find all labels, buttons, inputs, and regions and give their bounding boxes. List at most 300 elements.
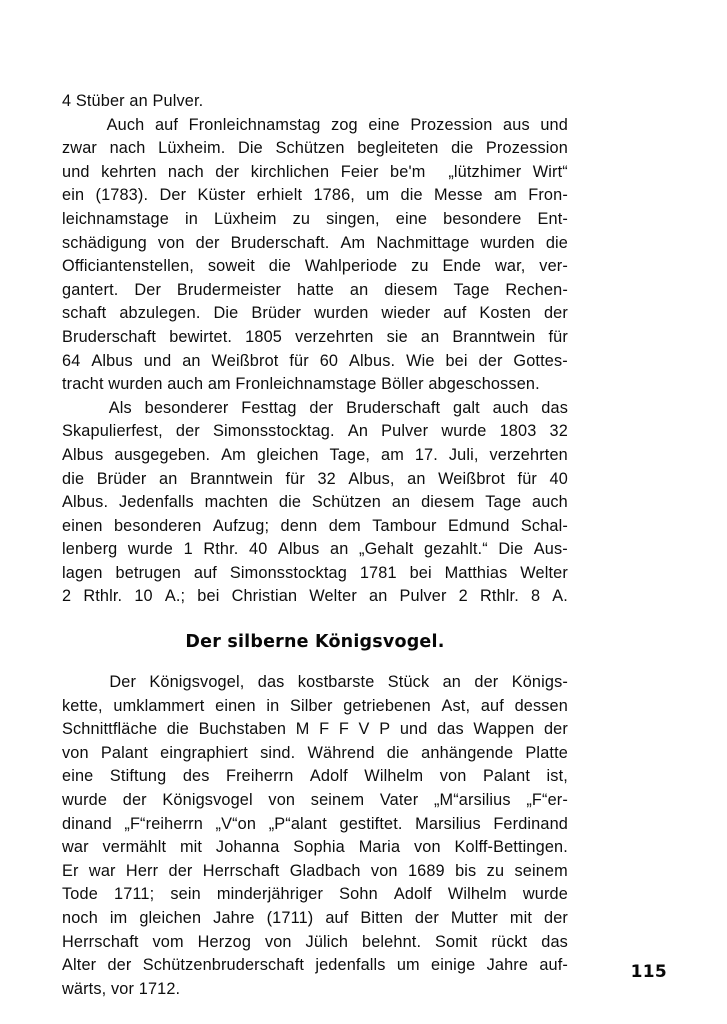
word: Albus. (349, 351, 396, 370)
text-line (62, 585, 568, 609)
text-column (62, 90, 568, 1001)
word: an (349, 280, 369, 299)
word: für (289, 351, 309, 370)
word: Festtag (241, 398, 297, 417)
word: dessen (514, 696, 568, 715)
word: gleichen (256, 445, 319, 464)
text-line (62, 232, 568, 256)
word: auf (193, 563, 217, 582)
word: soweit (207, 257, 255, 276)
word: gleichen (139, 909, 202, 927)
word: in (266, 696, 280, 715)
word: eine (62, 767, 94, 786)
word: 1803 (499, 422, 537, 441)
word: Der (159, 186, 187, 205)
word: hatte (297, 280, 334, 299)
text-line (62, 184, 568, 208)
text-line (62, 671, 568, 695)
word: bei (197, 587, 220, 606)
word: Aufzug; (212, 516, 270, 535)
word: für (517, 469, 537, 488)
word: Jedenfalls (118, 493, 194, 512)
heading-der-silberne-koenigsvogel: Der silberne Königsvogel. (185, 632, 445, 653)
text-line (62, 90, 568, 114)
word: Palant (100, 743, 148, 762)
text-line (62, 255, 568, 279)
line-text: wärts, vor 1712. (62, 979, 181, 998)
word: mit (179, 838, 203, 857)
word: Königsvogel, (149, 673, 245, 692)
word: der (107, 956, 132, 975)
text-line (62, 373, 568, 397)
word: seinem (514, 861, 568, 880)
word: Am (221, 445, 246, 464)
word: Auch (106, 115, 145, 134)
word: Wilhelm (447, 885, 507, 904)
text-line (62, 765, 568, 789)
word: von (62, 743, 89, 762)
word: von (413, 838, 441, 857)
text-line (62, 907, 568, 931)
word: eine (395, 209, 428, 228)
word: getriebenen (343, 696, 431, 715)
text-line (62, 279, 568, 303)
word: und (143, 351, 172, 370)
word: Aus- (533, 540, 568, 559)
word: besondere (443, 209, 522, 228)
word: Fron- (528, 186, 568, 205)
word: Bruderschaft (62, 327, 157, 346)
word: Wirt“ (532, 162, 568, 181)
word: Jahre (486, 956, 529, 975)
word: wurde (127, 540, 174, 559)
word: Wilhelm (364, 767, 424, 786)
word: eingraphiert (160, 743, 248, 762)
word: der (543, 304, 568, 323)
word: anhängende (421, 743, 514, 762)
word: 40 (549, 469, 568, 488)
text-line (62, 444, 568, 468)
word: Prozession (485, 139, 568, 158)
word: Silber (290, 696, 333, 715)
word: Schnittfläche (62, 720, 158, 739)
word: Albus, (348, 469, 395, 488)
word: „F“er- (526, 791, 568, 810)
word: umklammert (113, 696, 205, 715)
word: an (330, 540, 349, 559)
word: Der (134, 280, 162, 299)
word: ver- (539, 257, 568, 276)
word: das (437, 720, 464, 739)
word: Ent- (537, 209, 568, 228)
word: diesem (421, 493, 475, 512)
text-line (62, 420, 568, 444)
word: Welter (309, 587, 357, 606)
word: rückt (491, 932, 528, 951)
page-number: 115 (630, 962, 667, 982)
text-line (62, 931, 568, 955)
word: schaft (62, 304, 107, 323)
word: Herrschaft (202, 861, 280, 880)
word: 32 (317, 469, 336, 488)
word: zu (486, 861, 505, 880)
word: am (381, 445, 404, 464)
word: einen (62, 516, 103, 535)
word: denn (280, 516, 318, 535)
word: in (184, 209, 198, 228)
word: die (545, 233, 568, 252)
word: im (109, 909, 128, 927)
word: wurde (441, 422, 487, 441)
word: lenberg (62, 540, 118, 559)
word: von (264, 932, 292, 951)
line-text: 4 Stüber an Pulver. (62, 92, 204, 110)
word: Königs- (511, 673, 568, 692)
text-line (62, 302, 568, 326)
word: Adolf (309, 767, 348, 786)
word: be'm (390, 162, 426, 181)
word: verzehrten (489, 445, 568, 464)
text-line (62, 742, 568, 766)
word: Schützen (275, 139, 345, 158)
word: an (159, 469, 178, 488)
word: Gladbach (289, 861, 361, 880)
word: die (268, 257, 291, 276)
word: Schützenbruderschaft (142, 956, 305, 975)
text-line (62, 114, 568, 138)
word: Johanna (215, 838, 280, 857)
text-line (62, 562, 568, 586)
word: Jahre (213, 909, 255, 927)
text-line (62, 326, 568, 350)
word: Maria (358, 838, 401, 857)
word: der (309, 398, 334, 417)
word: Adolf (393, 885, 432, 904)
word: an (369, 587, 388, 606)
word: 1805 (245, 327, 282, 346)
word: der (544, 909, 568, 927)
word: Fronleichnamstag (188, 115, 321, 134)
text-line (62, 836, 568, 860)
word: Brüder (251, 304, 302, 323)
word: wurde (62, 791, 108, 810)
word: die (451, 139, 474, 158)
word: nach (167, 162, 204, 181)
word: 1711; (113, 885, 155, 904)
word: einige (431, 956, 476, 975)
text-line (62, 813, 568, 837)
word: Albus (62, 445, 104, 464)
paragraph-skapulierfest (62, 397, 568, 609)
word: F (338, 720, 349, 739)
paragraph-fronleichnamstag (62, 114, 568, 397)
word: 8 (530, 587, 541, 606)
word: 1781 (359, 563, 397, 582)
word: und (540, 115, 568, 134)
word: Mutter (450, 909, 498, 927)
word: ausgegeben. (114, 445, 211, 464)
word: bis (455, 861, 477, 880)
word: Ferdinand (493, 814, 568, 833)
word: Simonsstocktag. (212, 422, 335, 441)
word: wurde (522, 885, 568, 904)
word: Die (237, 139, 263, 158)
word: Brüder (96, 469, 147, 488)
text-line (62, 350, 568, 374)
word: kirchlichen (250, 162, 330, 181)
word: für (548, 327, 568, 346)
word: Branntwein (189, 469, 273, 488)
word: Marsilius (415, 814, 481, 833)
word: Die (498, 540, 524, 559)
word: lagen (62, 563, 103, 582)
word: Simonsstocktag (229, 563, 347, 582)
text-line (62, 491, 568, 515)
text-line (62, 789, 568, 813)
word: kehrten (101, 162, 157, 181)
word: auf (443, 304, 467, 323)
word: gezahlt.“ (424, 540, 488, 559)
word: sein (170, 885, 201, 904)
text-line (62, 860, 568, 884)
word: bei (445, 351, 468, 370)
text-line (62, 397, 568, 421)
word: an (442, 673, 462, 692)
word: V (358, 720, 370, 739)
word: abzulegen. (119, 304, 201, 323)
word: von (370, 861, 398, 880)
word: Brudermeister (176, 280, 282, 299)
word: erhielt (256, 186, 303, 205)
word: 60 (319, 351, 339, 370)
word: von (157, 233, 185, 252)
word: Wahlperiode (304, 257, 398, 276)
word: der (122, 791, 147, 810)
word: Sophia (293, 838, 345, 857)
word: bei (409, 563, 432, 582)
word: Tage, (329, 445, 371, 464)
word: wieder (381, 304, 431, 323)
word: Pulver (399, 587, 447, 606)
word: zog (331, 115, 358, 134)
word: mit (509, 909, 533, 927)
word: 17. (414, 445, 438, 464)
word: Als (108, 398, 132, 417)
word: auch (492, 398, 529, 417)
word: M (295, 720, 310, 739)
word: Rechen- (505, 280, 568, 299)
paragraph-pulver-continuation (62, 90, 568, 114)
word: Buchstaben (198, 720, 287, 739)
word: Sohn (339, 885, 378, 904)
word: die (62, 469, 85, 488)
word: Prozession (410, 115, 493, 134)
line-text: tracht wurden auch am Fronleichnamstage Böller abgeschossen. (62, 375, 540, 394)
word: Lüxheim. (158, 139, 226, 158)
word: besonderen (113, 516, 202, 535)
word: der (215, 162, 240, 181)
word: Herzog (197, 932, 252, 951)
word: P (379, 720, 391, 739)
word: Schal- (520, 516, 568, 535)
word: Matthias (444, 563, 508, 582)
word: „lützhimer (448, 162, 522, 181)
text-line (62, 978, 568, 1002)
word: 2 (62, 587, 72, 606)
word: der (175, 422, 200, 441)
word: auf (325, 909, 349, 927)
word: dem (328, 516, 361, 535)
word: „F“reiherrn (124, 814, 203, 833)
word: die (386, 743, 409, 762)
word: (1783). (95, 186, 149, 205)
word: A. (552, 587, 568, 606)
word: ein (62, 186, 85, 205)
word: Stück (387, 673, 430, 692)
word: Albus. (62, 493, 109, 512)
word: singen, (326, 209, 380, 228)
word: Kosten (479, 304, 531, 323)
word: machten (204, 493, 269, 512)
word: Wie (406, 351, 435, 370)
word: Ende (442, 257, 482, 276)
word: Königsvogel (162, 791, 253, 810)
word: diesem (384, 280, 438, 299)
word: Feier (340, 162, 379, 181)
word: 32 (549, 422, 568, 441)
word: F (319, 720, 330, 739)
word: Schützen (311, 493, 382, 512)
word: Jülich (305, 932, 349, 951)
word: Pulver (381, 422, 429, 441)
word: dinand (62, 814, 112, 833)
word: „Gehalt (359, 540, 414, 559)
word: die (400, 186, 423, 205)
word: wurden (480, 233, 535, 252)
word: Juli, (448, 445, 479, 464)
word: A.; (164, 587, 186, 606)
word: das (541, 932, 568, 951)
word: war, (494, 257, 526, 276)
word: der (543, 720, 568, 739)
word: Weißbrot (438, 469, 506, 488)
word: Platte (525, 743, 568, 762)
word: Weißbrot (211, 351, 279, 370)
word: der (478, 351, 503, 370)
word: Küster (197, 186, 246, 205)
word: kostbarste (297, 673, 375, 692)
word: Nachmittage (376, 233, 470, 252)
word: 40 (249, 540, 268, 559)
word: Skapulierfest, (62, 422, 163, 441)
word: Bruderschaft. (230, 233, 330, 252)
word: vom (152, 932, 184, 951)
text-line (62, 137, 568, 161)
word: „M“arsilius (433, 791, 511, 810)
word: Lüxheim (213, 209, 277, 228)
text-line (62, 161, 568, 185)
word: 2 (458, 587, 468, 606)
word: belehnt. (361, 932, 422, 951)
word: Welter (520, 563, 568, 582)
word: für (285, 469, 305, 488)
word: Tage (453, 280, 490, 299)
word: Alter (62, 956, 97, 975)
word: noch (62, 909, 98, 927)
text-line (62, 515, 568, 539)
word: Freiherrn (226, 767, 294, 786)
word: sie (386, 327, 408, 346)
word: Er (62, 861, 79, 880)
word: 1786, (313, 186, 355, 205)
word: „P“alant (268, 814, 327, 833)
text-line (62, 718, 568, 742)
word: Bitten (360, 909, 403, 927)
word: Stiftung (109, 767, 167, 786)
text-line (62, 208, 568, 232)
word: Somit (435, 932, 478, 951)
text-line (62, 954, 568, 978)
word: Herr (125, 861, 159, 880)
word: Albus (91, 351, 133, 370)
word: (1711) (266, 909, 314, 927)
word: vermählt (102, 838, 167, 857)
word: galt (453, 398, 480, 417)
paragraph-koenigsvogel (62, 671, 568, 1001)
word: 1689 (407, 861, 445, 880)
word: Messe (434, 186, 483, 205)
word: Herrschaft (62, 932, 139, 951)
word: war (88, 861, 116, 880)
word: am (494, 186, 517, 205)
word: Tambour (372, 516, 437, 535)
word: zu (411, 257, 429, 276)
word: begleiteten (357, 139, 439, 158)
text-line (62, 468, 568, 492)
word: zwar (62, 139, 97, 158)
word: Officiantenstellen, (62, 257, 194, 276)
word: Der (109, 673, 137, 692)
word: einen (215, 696, 256, 715)
word: gantert. (62, 280, 119, 299)
word: Christian (231, 587, 298, 606)
word: die (278, 493, 302, 512)
word: der (168, 861, 193, 880)
word: auf- (539, 956, 568, 975)
word: gestiftet. (339, 814, 403, 833)
word: von (439, 767, 467, 786)
word: die (166, 720, 189, 739)
word: und (399, 720, 428, 739)
word: Tode (62, 885, 98, 904)
word: an (420, 327, 440, 346)
word: Tage (485, 493, 522, 512)
word: um (396, 956, 420, 975)
text-line (62, 695, 568, 719)
word: wurden (314, 304, 369, 323)
word: Palant (482, 767, 531, 786)
word: 1 (183, 540, 193, 559)
word: seinem (310, 791, 365, 810)
word: Bruderschaft (346, 398, 441, 417)
word: Branntwein (452, 327, 536, 346)
word: um (366, 186, 390, 205)
word: Kolff-Bettingen. (454, 838, 568, 857)
word: Rthr. (203, 540, 239, 559)
word: war (62, 838, 89, 857)
word: und (62, 162, 90, 181)
word: auf (480, 696, 504, 715)
